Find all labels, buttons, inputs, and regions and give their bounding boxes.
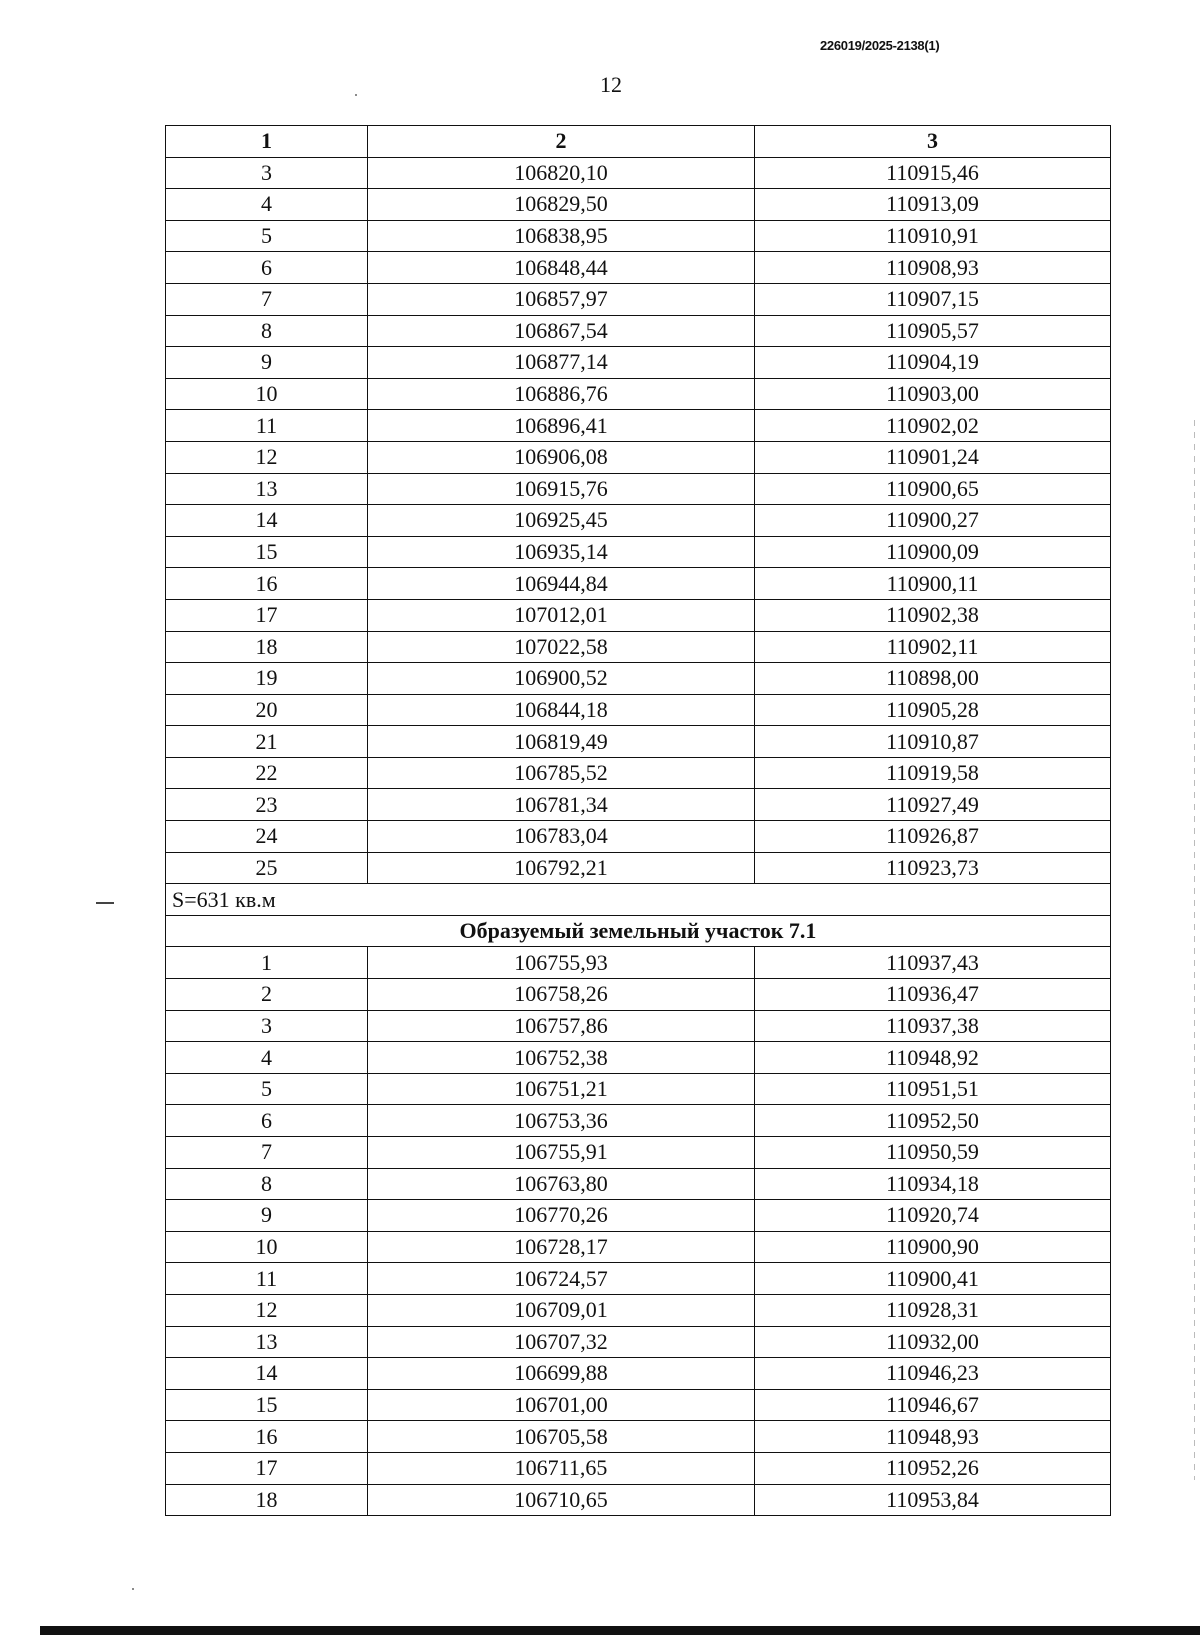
point-number-cell: 24 — [166, 821, 368, 853]
table-row — [166, 852, 1111, 884]
table-row — [166, 1421, 1111, 1453]
point-number-cell: 22 — [166, 757, 368, 789]
x-coordinate-cell: 107022,58 — [368, 631, 755, 663]
table-row — [166, 1042, 1111, 1074]
table-row — [166, 1326, 1111, 1358]
x-coordinate-cell: 106925,45 — [368, 505, 755, 537]
point-number-cell: 4 — [166, 189, 368, 221]
table-row — [166, 1231, 1111, 1263]
point-number-cell: 16 — [166, 568, 368, 600]
point-number-cell: 17 — [166, 599, 368, 631]
x-coordinate-cell: 106857,97 — [368, 283, 755, 315]
point-number-cell: 7 — [166, 283, 368, 315]
x-coordinate-cell: 106896,41 — [368, 410, 755, 442]
y-coordinate-cell: 110946,23 — [755, 1358, 1111, 1390]
point-number-cell: 5 — [166, 220, 368, 252]
table-row — [166, 1010, 1111, 1042]
table-row — [166, 473, 1111, 505]
point-number-cell: 12 — [166, 1294, 368, 1326]
point-number-cell: 25 — [166, 852, 368, 884]
page-number: 12 — [600, 72, 622, 97]
y-coordinate-cell: 110903,00 — [755, 378, 1111, 410]
table-row — [166, 1168, 1111, 1200]
point-number-cell: 8 — [166, 315, 368, 347]
x-coordinate-cell: 106820,10 — [368, 157, 755, 189]
y-coordinate-cell: 110928,31 — [755, 1294, 1111, 1326]
y-coordinate-cell: 110926,87 — [755, 821, 1111, 853]
point-number-cell: 11 — [166, 410, 368, 442]
y-coordinate-cell: 110907,15 — [755, 283, 1111, 315]
point-number-cell: 2 — [166, 979, 368, 1011]
x-coordinate-cell: 106886,76 — [368, 378, 755, 410]
table-row — [166, 378, 1111, 410]
point-number-cell: 12 — [166, 441, 368, 473]
y-coordinate-cell: 110913,09 — [755, 189, 1111, 221]
point-number-cell: 20 — [166, 694, 368, 726]
y-coordinate-cell: 110904,19 — [755, 347, 1111, 379]
point-number-cell: 8 — [166, 1168, 368, 1200]
point-number-cell: 23 — [166, 789, 368, 821]
column-header: 2 — [368, 126, 755, 158]
table-row — [166, 1200, 1111, 1232]
document-number: 226019/2025-2138(1) — [820, 38, 940, 53]
table-row — [166, 599, 1111, 631]
point-number-cell: 4 — [166, 1042, 368, 1074]
table-row — [166, 220, 1111, 252]
table-row — [166, 1073, 1111, 1105]
point-number-cell: 11 — [166, 1263, 368, 1295]
point-number-cell: 16 — [166, 1421, 368, 1453]
table-row — [166, 1484, 1111, 1516]
scan-speck — [132, 1588, 134, 1590]
x-coordinate-cell: 106699,88 — [368, 1358, 755, 1390]
column-header: 3 — [755, 126, 1111, 158]
table-row — [166, 505, 1111, 537]
y-coordinate-cell: 110937,38 — [755, 1010, 1111, 1042]
table-row — [166, 947, 1111, 979]
x-coordinate-cell: 106944,84 — [368, 568, 755, 600]
x-coordinate-cell: 106710,65 — [368, 1484, 755, 1516]
x-coordinate-cell: 106751,21 — [368, 1073, 755, 1105]
section-title: Образуемый земельный участок 7.1 — [166, 915, 1111, 947]
x-coordinate-cell: 106701,00 — [368, 1389, 755, 1421]
point-number-cell: 3 — [166, 157, 368, 189]
x-coordinate-cell: 106906,08 — [368, 441, 755, 473]
table-row — [166, 821, 1111, 853]
y-coordinate-cell: 110900,41 — [755, 1263, 1111, 1295]
point-number-cell: 13 — [166, 473, 368, 505]
point-number-cell: 14 — [166, 1358, 368, 1390]
y-coordinate-cell: 110932,00 — [755, 1326, 1111, 1358]
y-coordinate-cell: 110953,84 — [755, 1484, 1111, 1516]
point-number-cell: 9 — [166, 347, 368, 379]
table-row — [166, 1263, 1111, 1295]
scan-bottom-edge — [40, 1626, 1200, 1635]
x-coordinate-cell: 106711,65 — [368, 1452, 755, 1484]
y-coordinate-cell: 110946,67 — [755, 1389, 1111, 1421]
table-row — [166, 726, 1111, 758]
margin-mark — [96, 902, 114, 904]
x-coordinate-cell: 106755,93 — [368, 947, 755, 979]
y-coordinate-cell: 110900,65 — [755, 473, 1111, 505]
table-row — [166, 1452, 1111, 1484]
table-row — [166, 189, 1111, 221]
area-row — [166, 884, 1111, 916]
x-coordinate-cell: 106915,76 — [368, 473, 755, 505]
scan-speck — [355, 94, 357, 96]
table-row — [166, 631, 1111, 663]
y-coordinate-cell: 110952,50 — [755, 1105, 1111, 1137]
x-coordinate-cell: 106707,32 — [368, 1326, 755, 1358]
x-coordinate-cell: 106783,04 — [368, 821, 755, 853]
y-coordinate-cell: 110900,90 — [755, 1231, 1111, 1263]
point-number-cell: 18 — [166, 631, 368, 663]
table-row — [166, 1137, 1111, 1169]
y-coordinate-cell: 110902,11 — [755, 631, 1111, 663]
table-row — [166, 283, 1111, 315]
x-coordinate-cell: 106724,57 — [368, 1263, 755, 1295]
y-coordinate-cell: 110902,38 — [755, 599, 1111, 631]
table-row — [166, 252, 1111, 284]
x-coordinate-cell: 106848,44 — [368, 252, 755, 284]
x-coordinate-cell: 106709,01 — [368, 1294, 755, 1326]
y-coordinate-cell: 110923,73 — [755, 852, 1111, 884]
section-title-row — [166, 915, 1111, 947]
y-coordinate-cell: 110900,27 — [755, 505, 1111, 537]
table-row — [166, 315, 1111, 347]
point-number-cell: 15 — [166, 536, 368, 568]
table-row — [166, 1105, 1111, 1137]
y-coordinate-cell: 110902,02 — [755, 410, 1111, 442]
point-number-cell: 21 — [166, 726, 368, 758]
point-number-cell: 15 — [166, 1389, 368, 1421]
y-coordinate-cell: 110905,57 — [755, 315, 1111, 347]
y-coordinate-cell: 110948,92 — [755, 1042, 1111, 1074]
point-number-cell: 14 — [166, 505, 368, 537]
point-number-cell: 19 — [166, 663, 368, 695]
y-coordinate-cell: 110948,93 — [755, 1421, 1111, 1453]
table-row — [166, 663, 1111, 695]
x-coordinate-cell: 106770,26 — [368, 1200, 755, 1232]
point-number-cell: 10 — [166, 378, 368, 410]
x-coordinate-cell: 106935,14 — [368, 536, 755, 568]
y-coordinate-cell: 110919,58 — [755, 757, 1111, 789]
x-coordinate-cell: 106785,52 — [368, 757, 755, 789]
table-header-row — [166, 126, 1111, 158]
y-coordinate-cell: 110898,00 — [755, 663, 1111, 695]
x-coordinate-cell: 106752,38 — [368, 1042, 755, 1074]
x-coordinate-cell: 106867,54 — [368, 315, 755, 347]
table-row — [166, 1358, 1111, 1390]
x-coordinate-cell: 106753,36 — [368, 1105, 755, 1137]
y-coordinate-cell: 110901,24 — [755, 441, 1111, 473]
table-row — [166, 694, 1111, 726]
x-coordinate-cell: 106900,52 — [368, 663, 755, 695]
table-row — [166, 757, 1111, 789]
x-coordinate-cell: 106877,14 — [368, 347, 755, 379]
x-coordinate-cell: 106763,80 — [368, 1168, 755, 1200]
table-row — [166, 157, 1111, 189]
x-coordinate-cell: 106819,49 — [368, 726, 755, 758]
y-coordinate-cell: 110900,09 — [755, 536, 1111, 568]
x-coordinate-cell: 106758,26 — [368, 979, 755, 1011]
y-coordinate-cell: 110915,46 — [755, 157, 1111, 189]
point-number-cell: 6 — [166, 1105, 368, 1137]
table-row — [166, 1389, 1111, 1421]
table-row — [166, 536, 1111, 568]
table-row — [166, 410, 1111, 442]
table-row — [166, 979, 1111, 1011]
point-number-cell: 1 — [166, 947, 368, 979]
scan-edge-line — [1194, 420, 1195, 1480]
y-coordinate-cell: 110908,93 — [755, 252, 1111, 284]
x-coordinate-cell: 106728,17 — [368, 1231, 755, 1263]
y-coordinate-cell: 110920,74 — [755, 1200, 1111, 1232]
y-coordinate-cell: 110927,49 — [755, 789, 1111, 821]
table-row — [166, 789, 1111, 821]
point-number-cell: 3 — [166, 1010, 368, 1042]
x-coordinate-cell: 106838,95 — [368, 220, 755, 252]
y-coordinate-cell: 110910,87 — [755, 726, 1111, 758]
x-coordinate-cell: 106755,91 — [368, 1137, 755, 1169]
x-coordinate-cell: 106792,21 — [368, 852, 755, 884]
y-coordinate-cell: 110934,18 — [755, 1168, 1111, 1200]
y-coordinate-cell: 110951,51 — [755, 1073, 1111, 1105]
y-coordinate-cell: 110905,28 — [755, 694, 1111, 726]
x-coordinate-cell: 106705,58 — [368, 1421, 755, 1453]
point-number-cell: 10 — [166, 1231, 368, 1263]
area-label: S=631 кв.м — [166, 884, 1111, 916]
point-number-cell: 17 — [166, 1452, 368, 1484]
table-row — [166, 347, 1111, 379]
coordinates-table — [165, 125, 1111, 1516]
table-row — [166, 568, 1111, 600]
x-coordinate-cell: 107012,01 — [368, 599, 755, 631]
coordinates-table-container — [165, 125, 1110, 1516]
point-number-cell: 7 — [166, 1137, 368, 1169]
point-number-cell: 6 — [166, 252, 368, 284]
table-row — [166, 1294, 1111, 1326]
y-coordinate-cell: 110950,59 — [755, 1137, 1111, 1169]
y-coordinate-cell: 110900,11 — [755, 568, 1111, 600]
y-coordinate-cell: 110910,91 — [755, 220, 1111, 252]
point-number-cell: 5 — [166, 1073, 368, 1105]
point-number-cell: 13 — [166, 1326, 368, 1358]
y-coordinate-cell: 110937,43 — [755, 947, 1111, 979]
x-coordinate-cell: 106757,86 — [368, 1010, 755, 1042]
x-coordinate-cell: 106844,18 — [368, 694, 755, 726]
point-number-cell: 18 — [166, 1484, 368, 1516]
column-header: 1 — [166, 126, 368, 158]
x-coordinate-cell: 106781,34 — [368, 789, 755, 821]
y-coordinate-cell: 110952,26 — [755, 1452, 1111, 1484]
y-coordinate-cell: 110936,47 — [755, 979, 1111, 1011]
table-row — [166, 441, 1111, 473]
x-coordinate-cell: 106829,50 — [368, 189, 755, 221]
point-number-cell: 9 — [166, 1200, 368, 1232]
